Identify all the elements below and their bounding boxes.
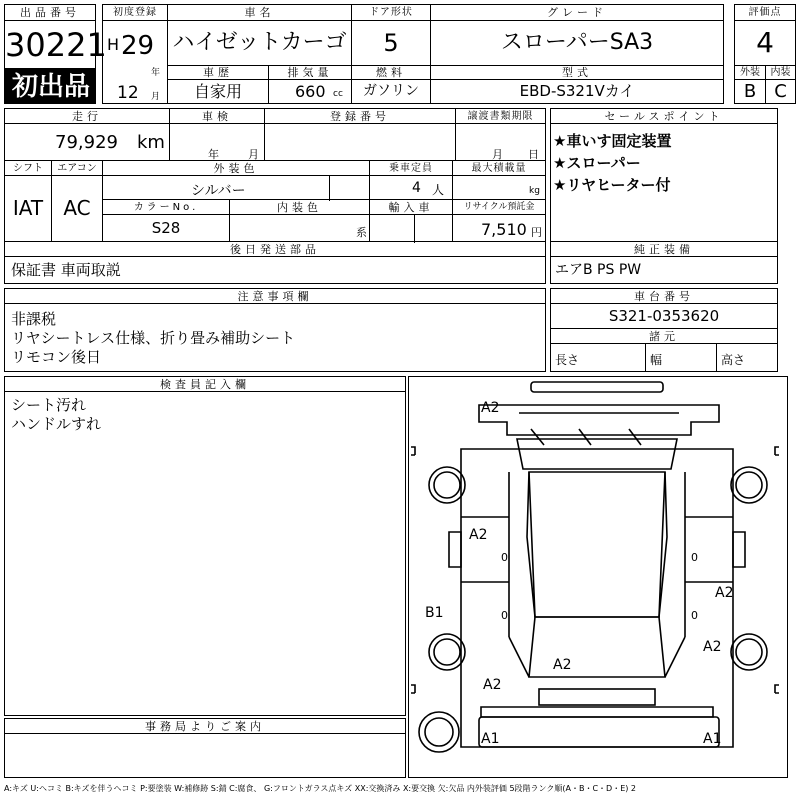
mark-a2-right-rear: A2	[703, 639, 722, 655]
width-label: 幅	[650, 353, 663, 367]
era: H	[107, 35, 120, 54]
ext-color-divider	[329, 176, 330, 201]
year: 29	[121, 31, 155, 61]
recycle-cell	[452, 214, 546, 242]
legend-footer: A:キズ U:ヘコミ B:キズを伴うヘコミ P:要塗装 W:補修跡 S:錆 C:腐食、 G:フロントガラス点キズ XX:交換済み X:要交換 欠:欠品 内外装評価 5段階ランク順(A・B・C・D・E) 2	[4, 784, 637, 793]
mileage-unit: km	[137, 132, 165, 153]
max-load-label: 最大積載量	[452, 160, 546, 176]
displacement-unit: cc	[333, 89, 343, 99]
genuine-value: エアB PS PW	[550, 256, 778, 284]
sales-point-1: ★車いす固定装置	[553, 132, 672, 150]
rear-window	[529, 617, 665, 677]
max-load-cell	[452, 175, 546, 200]
year-unit: 年	[151, 68, 161, 78]
interior-label: 内装	[765, 65, 796, 80]
color-no-label: カラーNo.	[102, 199, 230, 215]
recycle: 7,510	[481, 220, 527, 239]
zero-4: 0	[691, 609, 698, 622]
rear-bar-bottom	[479, 717, 722, 747]
car-diagram	[408, 376, 788, 778]
rear-bumper	[539, 689, 655, 705]
inspector-label: 検査員記入欄	[4, 376, 406, 392]
height-cell	[716, 343, 778, 372]
later-parts: 保証書 車両取説	[4, 256, 546, 284]
model-label: 型式	[430, 65, 724, 80]
width-cell	[645, 343, 717, 372]
model: EBD-S321Vカイ	[430, 79, 724, 104]
ext-color-label: 外装色	[102, 160, 370, 176]
sales-points-body	[550, 123, 778, 242]
mileage-cell	[4, 123, 170, 161]
inspector-body	[4, 391, 406, 716]
insp-month-unit: 月	[248, 148, 259, 161]
mileage-label: 走行	[4, 108, 170, 124]
score: 4	[734, 20, 796, 66]
mark-b1-left: B1	[425, 605, 444, 621]
sales-point-3: ★リヤヒーター付	[553, 176, 671, 194]
mark-a2-front: A2	[481, 400, 500, 416]
ac-label: エアコン	[51, 160, 103, 176]
score-label: 評価点	[734, 4, 796, 21]
grade: スローパーSA3	[430, 20, 724, 66]
interior-score: C	[765, 79, 796, 104]
first-reg-cell	[102, 20, 168, 104]
recycle-label: リサイクル預託金	[452, 199, 546, 215]
later-parts-label: 後日発送部品	[4, 241, 546, 257]
mark-a1-rear-left: A1	[481, 731, 500, 747]
mark-a1-rear-right: A1	[703, 731, 722, 747]
int-color-unit: 系	[356, 226, 367, 239]
inspection-label: 車検	[169, 108, 265, 124]
mark-a2-left-rear: A2	[483, 677, 502, 693]
transfer-label: 譲渡書類期限	[455, 108, 546, 124]
chassis-block	[550, 288, 778, 372]
recycle-unit: 円	[531, 226, 542, 239]
mark-a2-left-front: A2	[469, 527, 488, 543]
month-unit: 月	[151, 92, 161, 102]
transfer-month-unit: 月	[492, 148, 503, 161]
front-bumper	[479, 405, 719, 435]
ac: AC	[51, 175, 103, 242]
length-label: 長さ	[555, 353, 580, 367]
notes-block	[4, 288, 546, 372]
door-label: ドア形状	[351, 4, 431, 21]
notes-label: 注意事項欄	[4, 288, 546, 304]
month: 12	[117, 83, 139, 103]
first-listing-badge	[4, 68, 96, 104]
front-bumper-top	[531, 382, 663, 392]
height-label: 高さ	[721, 353, 746, 367]
history-label: 車歴	[167, 65, 269, 80]
inspector-line-1: シート汚れ	[11, 396, 87, 414]
notes-body	[4, 303, 546, 372]
shift-label: シフト	[4, 160, 52, 176]
reg-no-cell	[264, 123, 456, 161]
capacity-label: 乗車定員	[369, 160, 453, 176]
history: 自家用	[167, 79, 269, 104]
first-reg-label: 初度登録	[102, 4, 168, 21]
ext-color: シルバー	[191, 183, 246, 199]
mileage: 79,929	[55, 132, 118, 153]
body-outline	[461, 449, 733, 747]
int-color-cell	[229, 214, 370, 242]
header-block	[4, 4, 796, 104]
capacity: 4	[412, 180, 421, 196]
lot-no-label: 出品番号	[4, 4, 96, 21]
color-no: S28	[102, 214, 230, 242]
roof	[529, 472, 665, 617]
car-name-label: 車名	[167, 4, 352, 21]
note-line-2: リヤシートレス仕様、折り畳み補助シート	[11, 329, 296, 347]
office-label: 事務局よりご案内	[4, 718, 406, 734]
dims-label: 諸元	[550, 328, 778, 344]
int-color-label: 内装色	[229, 199, 370, 215]
transfer-day-unit: 日	[528, 148, 539, 161]
import-divider	[414, 215, 415, 243]
inspector-block	[4, 376, 406, 716]
first-listing-text: 初出品	[11, 72, 90, 102]
zero-1: 0	[501, 551, 508, 564]
exterior-label: 外装	[734, 65, 766, 80]
inspection-cell	[169, 123, 265, 161]
mark-a2-right: A2	[715, 585, 734, 601]
import-label: 輸入車	[369, 199, 453, 215]
displacement: 660	[295, 82, 326, 101]
displacement-cell	[268, 79, 352, 104]
length-cell	[550, 343, 646, 372]
chassis-label: 車台番号	[550, 288, 778, 304]
note-line-1: 非課税	[11, 310, 57, 328]
spec-block	[4, 108, 546, 284]
reg-no-label: 登録番号	[264, 108, 456, 124]
inspector-line-2: ハンドルすれ	[11, 415, 102, 433]
exterior-score: B	[734, 79, 766, 104]
car-name: ハイゼットカーゴ	[167, 20, 352, 66]
office-body	[4, 733, 406, 778]
chassis-value: S321-0353620	[550, 303, 778, 329]
insp-year-unit: 年	[208, 148, 219, 161]
grade-label: グレード	[430, 4, 724, 21]
zero-3: 0	[691, 551, 698, 564]
genuine-label: 純正装備	[550, 241, 778, 257]
note-line-3: リモコン後日	[11, 348, 102, 366]
capacity-cell	[369, 175, 453, 200]
office-block	[4, 718, 406, 778]
displacement-label: 排気量	[268, 65, 352, 80]
sales-points-block	[550, 108, 778, 284]
sales-points-label: セールスポイント	[550, 108, 778, 124]
lot-no-cell	[4, 20, 107, 70]
zero-2: 0	[501, 609, 508, 622]
fuel-label: 燃料	[351, 65, 431, 80]
capacity-unit: 人	[432, 183, 445, 197]
sales-point-2: ★スローパー	[553, 154, 641, 172]
mark-a2-rear: A2	[553, 657, 572, 673]
ext-color-cell	[102, 175, 370, 200]
transfer-cell	[455, 123, 546, 161]
door: 5	[351, 20, 431, 66]
lot-no: 30221	[5, 26, 107, 64]
car-diagram-svg	[409, 377, 786, 776]
windshield	[517, 439, 677, 469]
import-cell	[369, 214, 453, 242]
max-load-unit: kg	[529, 186, 540, 196]
shift: IAT	[4, 175, 52, 242]
fuel: ガソリン	[351, 79, 431, 104]
